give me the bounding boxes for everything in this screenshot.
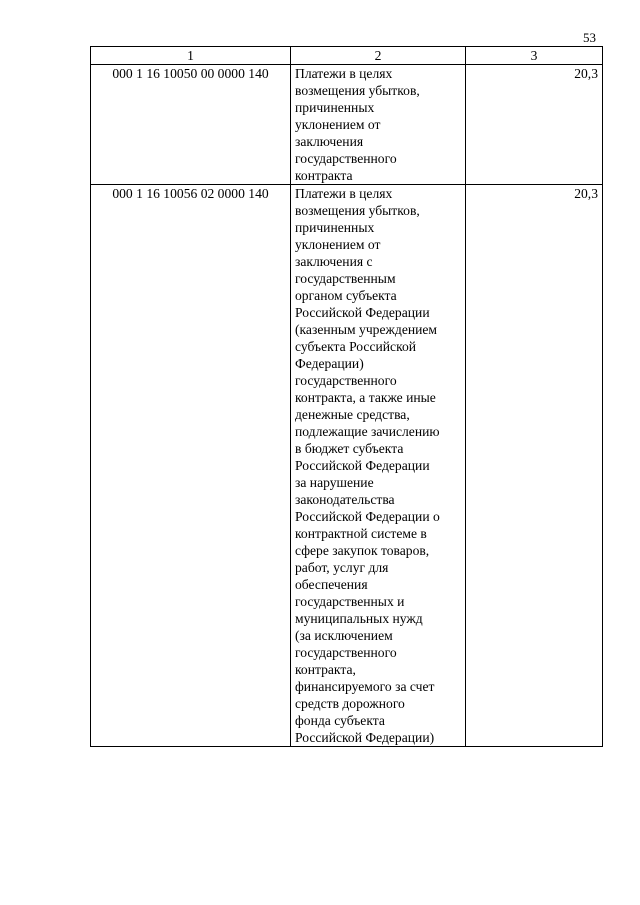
table-body xyxy=(91,65,603,747)
table-row xyxy=(91,65,603,185)
page-number: 53 xyxy=(583,30,596,45)
row-code: 000 1 16 10056 02 0000 140 xyxy=(91,185,291,747)
header-col-1: 1 xyxy=(91,47,291,65)
row-description: Платежи в целях возмещения убытков, причиненных уклонением от заключения с государственным органом субъекта Российской Федерации (казенным учреждением субъекта Российской Федерации) государственного контракта, а также иные денежные средства, подлежащие зачислению в бюджет субъекта Российской Федерации за нарушение законодательства Российской Федерации о контрактной системе в сфере закупок товаров, работ, услуг для обеспечения государственных и муниципальных нужд (за исключением государственного контракта, финансируемого за счет средств дорожного фонда субъекта Российской Федерации) xyxy=(291,185,466,747)
budget-table xyxy=(90,46,603,747)
table-header xyxy=(91,47,603,65)
header-col-3: 3 xyxy=(466,47,603,65)
header-col-2: 2 xyxy=(291,47,466,65)
row-description: Платежи в целях возмещения убытков, причиненных уклонением от заключения государственного контракта xyxy=(291,65,466,185)
table-row xyxy=(91,185,603,747)
row-amount: 20,3 xyxy=(466,65,603,185)
row-amount: 20,3 xyxy=(466,185,603,747)
row-code: 000 1 16 10050 00 0000 140 xyxy=(91,65,291,185)
header-row xyxy=(91,47,603,65)
